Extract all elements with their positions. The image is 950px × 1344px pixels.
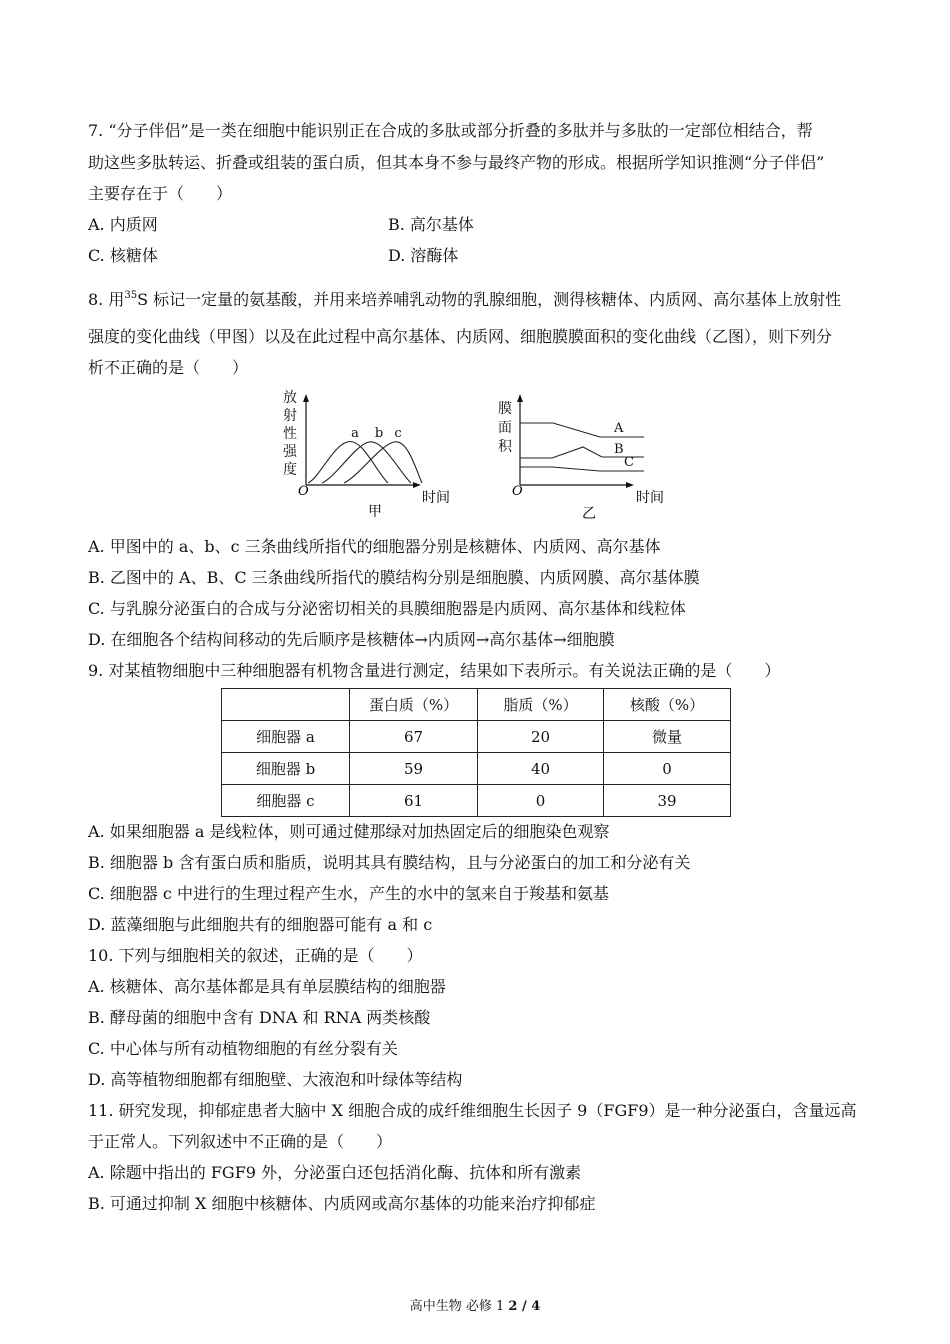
table-cell: 0 [478, 785, 604, 817]
jia-origin: O [298, 484, 309, 499]
jia-ylabel-char: 度 [283, 462, 297, 478]
page-number: 2 / 4 [508, 1299, 541, 1314]
table-header-cell: 脂质（%） [478, 689, 604, 721]
table-cell: 39 [604, 785, 731, 817]
jia-ylabel-char: 射 [283, 408, 297, 424]
q10-stem: 10. 下列与细胞相关的叙述，正确的是（ ） [88, 946, 423, 965]
yi-y-arrow [517, 394, 523, 402]
jia-ylabel-char: 放 [283, 390, 297, 406]
table-header-row [222, 689, 731, 721]
q7-option-a: A. 内质网 [88, 215, 158, 234]
table-header-cell: 核酸（%） [604, 689, 731, 721]
curve-C-label: C [624, 455, 634, 470]
q8-figure-svg [0, 385, 950, 525]
q11-option-a: A. 除题中指出的 FGF9 外，分泌蛋白还包括消化酶、抗体和所有激素 [88, 1163, 582, 1182]
table-cell: 细胞器 b [222, 753, 350, 785]
q8-option-d: D. 在细胞各个结构间移动的先后顺序是核糖体→内质网→高尔基体→细胞膜 [88, 630, 615, 649]
table-cell: 0 [604, 753, 731, 785]
table-cell: 67 [350, 721, 478, 753]
q7-option-b: B. 高尔基体 [388, 215, 474, 234]
jia-ylabel-char: 强 [283, 444, 297, 460]
q10-option-c: C. 中心体与所有动植物细胞的有丝分裂有关 [88, 1039, 398, 1058]
table-header-cell: 蛋白质（%） [350, 689, 478, 721]
curve-c-label: c [394, 426, 402, 441]
q8-isotope-mass: 35 [124, 290, 138, 301]
figure-jia [283, 390, 450, 520]
curve-b [322, 442, 411, 483]
q7-stem-line-1: 7. “分子伴侣”是一类在细胞中能识别正在合成的多肽或部分折叠的多肽并与多肽的一定部位相结合，帮 [88, 121, 813, 140]
q9-table [221, 688, 731, 817]
yi-x-arrow [626, 482, 634, 488]
yi-caption: 乙 [582, 506, 596, 522]
q8-option-a: A. 甲图中的 a、b、c 三条曲线所指代的细胞器分别是核糖体、内质网、高尔基体 [88, 537, 661, 556]
jia-caption: 甲 [368, 504, 382, 520]
table-cell: 20 [478, 721, 604, 753]
jia-x-arrow [413, 482, 421, 488]
q9-option-b: B. 细胞器 b 含有蛋白质和脂质，说明其具有膜结构，且与分泌蛋白的加工和分泌有关 [88, 853, 691, 872]
table-cell: 细胞器 a [222, 721, 350, 753]
q10-option-a: A. 核糖体、高尔基体都是具有单层膜结构的细胞器 [88, 977, 446, 996]
q11-option-b: B. 可通过抑制 X 细胞中核糖体、内质网或高尔基体的功能来治疗抑郁症 [88, 1194, 596, 1213]
q9-option-d: D. 蓝藻细胞与此细胞共有的细胞器可能有 a 和 c [88, 915, 433, 934]
yi-origin: O [512, 484, 523, 499]
q8-figure [0, 385, 950, 525]
q8-stem-line-3: 析不正确的是（ ） [88, 358, 249, 377]
table-row [222, 721, 731, 753]
jia-xlabel: 时间 [422, 490, 450, 506]
q8-number: 8. 用 [88, 290, 125, 309]
curve-a-label: a [351, 426, 359, 441]
q8-stem-line-1 [88, 290, 841, 310]
yi-ylabel-char: 积 [498, 439, 512, 455]
curve-B-label: B [614, 442, 624, 457]
q9-stem: 9. 对某植物细胞中三种细胞器有机物含量进行测定，结果如下表所示。有关说法正确的是（ ） [88, 661, 781, 680]
curve-a [308, 441, 388, 483]
q9-option-a: A. 如果细胞器 a 是线粒体，则可通过健那绿对加热固定后的细胞染色观察 [88, 822, 610, 841]
table-cell: 细胞器 c [222, 785, 350, 817]
q7-option-d: D. 溶酶体 [388, 246, 459, 265]
jia-ylabel-char: 性 [283, 426, 297, 442]
q11-stem-line-2: 于正常人。下列叙述中不正确的是（ ） [88, 1132, 393, 1151]
q8-stem-line-2: 强度的变化曲线（甲图）以及在此过程中高尔基体、内质网、细胞膜膜面积的变化曲线（乙图），则下列分 [88, 327, 833, 346]
q7-stem-line-2: 助这些多肽转运、折叠或组装的蛋白质，但其本身不参与最终产物的形成。根据所学知识推测“分子伴侣” [88, 153, 825, 172]
q10-option-d: D. 高等植物细胞都有细胞壁、大液泡和叶绿体等结构 [88, 1070, 463, 1089]
page-footer [0, 1295, 950, 1314]
q8-option-c: C. 与乳腺分泌蛋白的合成与分泌密切相关的具膜细胞器是内质网、高尔基体和线粒体 [88, 599, 686, 618]
yi-ylabel-char: 面 [498, 420, 512, 436]
q11-stem-line-1: 11. 研究发现，抑郁症患者大脑中 X 细胞合成的成纤维细胞生长因子 9（FGF9）是一种分泌蛋白，含量远高 [88, 1101, 857, 1120]
table-cell: 40 [478, 753, 604, 785]
table-row [222, 753, 731, 785]
yi-xlabel: 时间 [636, 490, 664, 506]
q8-option-b: B. 乙图中的 A、B、C 三条曲线所指代的膜结构分别是细胞膜、内质网膜、高尔基体膜 [88, 568, 700, 587]
table-cell: 微量 [604, 721, 731, 753]
table-row [222, 785, 731, 817]
yi-ylabel-char: 膜 [498, 401, 512, 417]
q10-option-b: B. 酵母菌的细胞中含有 DNA 和 RNA 两类核酸 [88, 1008, 431, 1027]
q8-stem-line-1-rest: S 标记一定量的氨基酸，并用来培养哺乳动物的乳腺细胞，测得核糖体、内质网、高尔基体上放射性 [137, 290, 842, 309]
q7-option-c: C. 核糖体 [88, 246, 158, 265]
jia-y-arrow [303, 394, 309, 402]
footer-subject: 高中生物 必修 1 [409, 1299, 509, 1314]
table-header-cell [222, 689, 350, 721]
table-cell: 59 [350, 753, 478, 785]
q9-option-c: C. 细胞器 c 中进行的生理过程产生水，产生的水中的氢来自于羧基和氨基 [88, 884, 609, 903]
curve-b-label: b [374, 426, 384, 441]
figure-yi [498, 394, 664, 522]
table-cell: 61 [350, 785, 478, 817]
curve-A-label: A [614, 421, 624, 436]
curve-A [520, 423, 644, 437]
q7-stem-line-3: 主要存在于（ ） [88, 184, 233, 203]
